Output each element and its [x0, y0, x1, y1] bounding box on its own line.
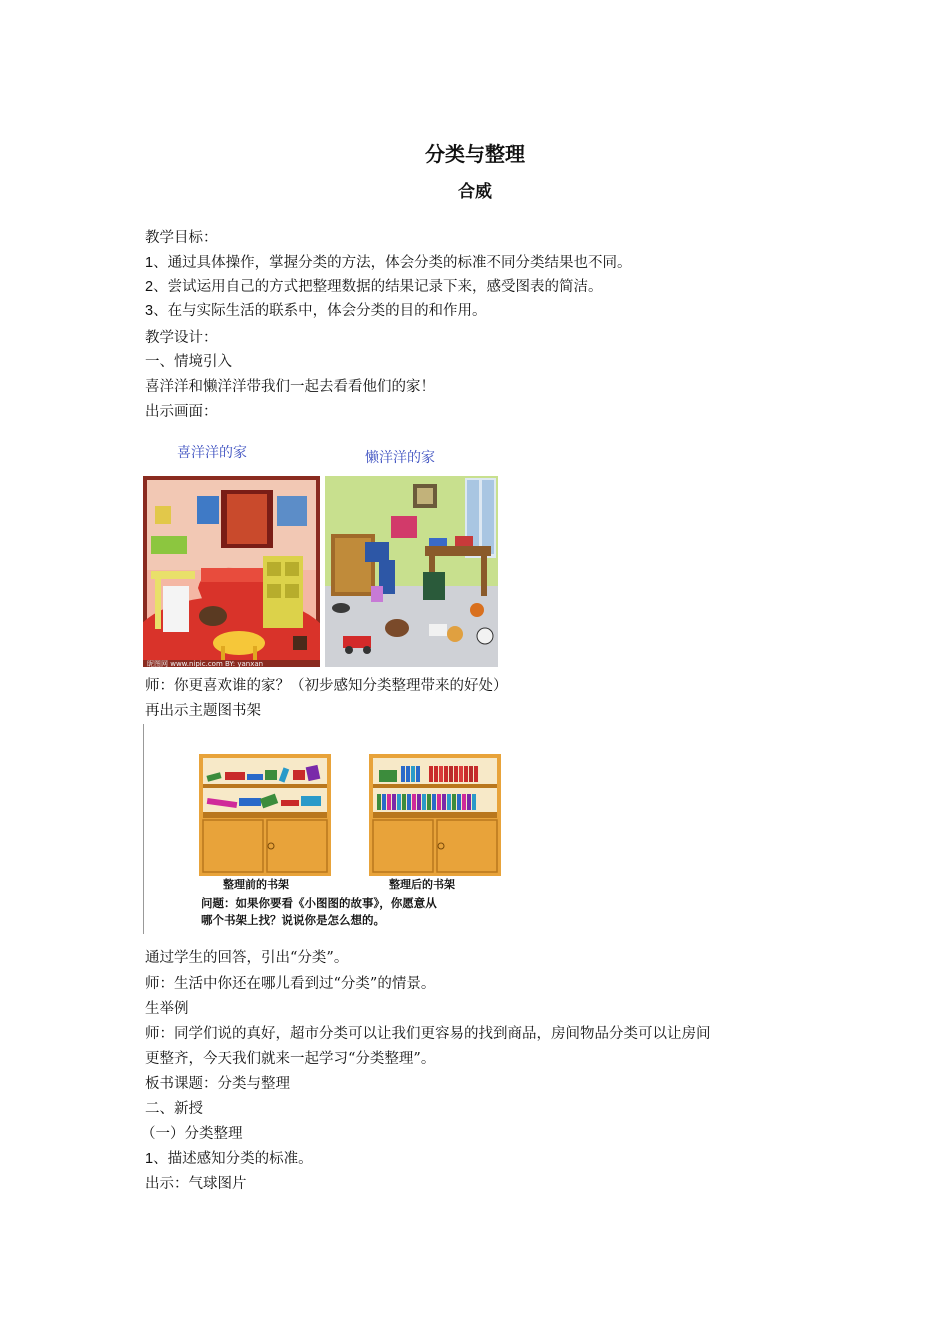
- paragraph: 出示画面：: [145, 404, 218, 420]
- lanyangyang-home-caption: 懒洋洋的家: [365, 450, 435, 466]
- paragraph: 通过学生的回答，引出“分类”。: [145, 950, 349, 966]
- goal-item: 1、通过具体操作，掌握分类的方法，体会分类的标准不同分类结果也不同。: [145, 255, 632, 271]
- subsection-heading: 一、情境引入: [145, 354, 232, 370]
- section-heading: 二、新授: [145, 1101, 203, 1117]
- goal-item: 2、尝试运用自己的方式把整理数据的结果记录下来，感受图表的简洁。: [145, 279, 603, 295]
- goal-item: 3、在与实际生活的联系中，体会分类的目的和作用。: [145, 303, 487, 319]
- paragraph: 出示：气球图片: [145, 1176, 247, 1192]
- paragraph: 师：生活中你还在哪儿看到过“分类”的情景。: [145, 976, 436, 992]
- paragraph: 师：同学们说的真好，超市分类可以让我们更容易的找到商品，房间物品分类可以让房间: [145, 1026, 711, 1042]
- after-shelf-caption: 整理后的书架: [389, 878, 455, 891]
- before-shelf-caption: 整理前的书架: [223, 878, 289, 891]
- messy-bookshelf-image: [199, 754, 331, 876]
- section-heading: 教学设计：: [145, 330, 218, 346]
- rooms-figure: [143, 436, 503, 668]
- paragraph: 师：你更喜欢谁的家？（初步感知分类整理带来的好处）: [145, 678, 508, 694]
- paragraph: 更整齐，今天我们就来一起学习“分类整理”。: [145, 1051, 436, 1067]
- xiyangyang-home-caption: 喜洋洋的家: [177, 445, 247, 461]
- messy-room-image: [325, 476, 498, 667]
- subsection-heading: （一）分类整理: [141, 1126, 243, 1142]
- figure-border: [143, 724, 144, 934]
- bookshelf-question-line1: 问题：如果你要看《小图图的故事》，你愿意从: [201, 896, 437, 910]
- paragraph: 板书课题：分类与整理: [145, 1076, 290, 1092]
- doc-author: 合威: [458, 182, 492, 202]
- watermark-text: 昵图网 www.nipic.com BY: yanxan: [147, 660, 264, 667]
- bookshelf-question-line2: 哪个书架上找？说说你是怎么想的。: [201, 913, 385, 927]
- section-heading: 教学目标：: [145, 230, 218, 246]
- doc-title: 分类与整理: [425, 142, 525, 166]
- bookshelf-figure: [143, 724, 543, 936]
- tidy-room-image: [143, 476, 320, 667]
- paragraph: 再出示主题图书架: [145, 703, 261, 719]
- paragraph: 生举例: [145, 1001, 189, 1017]
- paragraph: 1、描述感知分类的标准。: [145, 1151, 313, 1167]
- tidy-bookshelf-image: [369, 754, 501, 876]
- paragraph: 喜洋洋和懒洋洋带我们一起去看看他们的家！: [145, 379, 435, 395]
